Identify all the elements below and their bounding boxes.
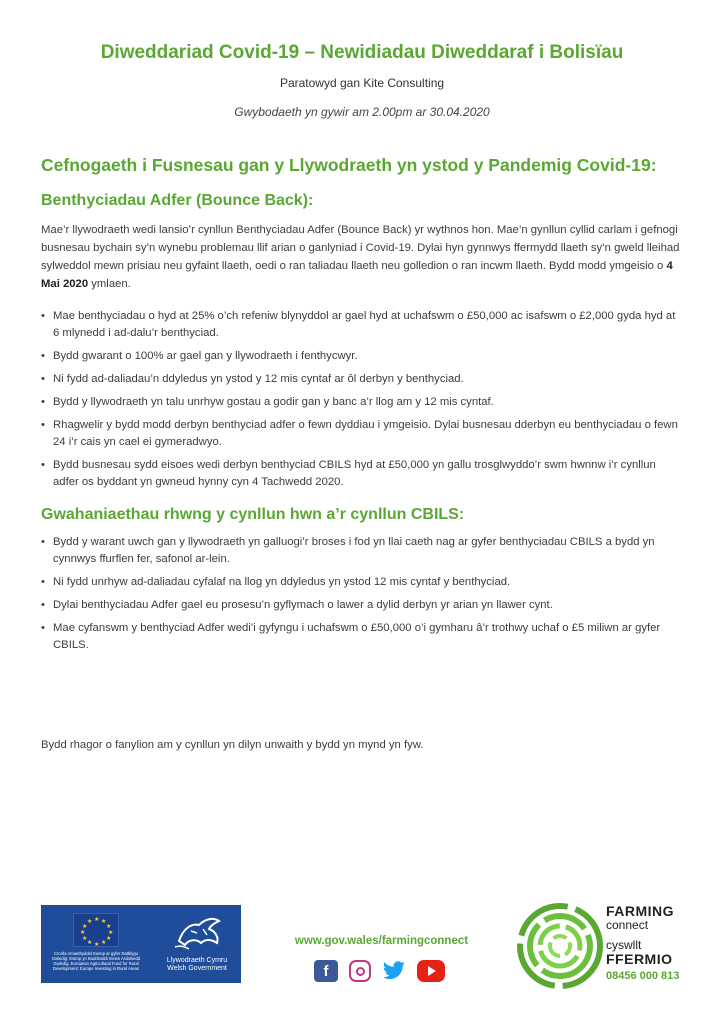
intro-paragraph bbox=[41, 221, 681, 293]
welsh-government-panel bbox=[151, 905, 241, 983]
eu-flag-icon: ★ ★ ★ ★ ★ ★ ★ ★ ★ ★ ★ ★ bbox=[73, 913, 119, 947]
welsh-government-cy: Llywodraeth Cymru bbox=[166, 957, 228, 964]
list-item: • Ni fydd ad-daliadau’n ddyledus yn ystod y 12 mis cyntaf ar ôl derbyn y benthyciad. bbox=[41, 371, 681, 388]
intro-text: Mae’r llywodraeth wedi lansio’r cynllun Benthyciadau Adfer (Bounce Back) yr wythnos hon. Mae’n gynllun cyllid carlam i gefnogi busnesau bychain sy’n wynebu problemau llif arian o ganlyniad i Covid-19. Dylai hyn gynnwys ffermydd llaeth sy’n gweld lleihad sylweddol mewn prisiau neu gyfaint llaeth, oedi o ran taliadau llaeth neu golledion o ran incwm llaeth. Bydd modd ymgeisio o bbox=[41, 224, 680, 272]
list-item: • Dylai benthyciadau Adfer gael eu prosesu’n gyflymach o lawer a dylid derbyn yr arian yn llawer cynt. bbox=[41, 597, 681, 614]
closing-note: Bydd rhagor o fanylion am y cynllun yn dilyn unwaith y bydd yn mynd yn fyw. bbox=[41, 739, 424, 751]
brand-ffermio: FFERMIO bbox=[606, 951, 673, 967]
main-content bbox=[41, 153, 681, 660]
differences-list bbox=[41, 534, 681, 654]
twitter-icon[interactable] bbox=[382, 960, 406, 982]
list-item: • Bydd busnesau sydd eisoes wedi derbyn benthyciad CBILS hyd at £50,000 yn gallu trosglwyddo’r swm hwnnw i’r cynllun adfer os byddant yn gwneud hynny cyn 4 Tachwedd 2020. bbox=[41, 457, 681, 491]
section-heading: Cefnogaeth i Fusnesau gan y Llywodraeth yn ystod y Pandemig Covid-19: bbox=[41, 155, 657, 175]
twitter-bird-shape bbox=[382, 961, 406, 981]
instagram-icon[interactable] bbox=[349, 960, 371, 982]
youtube-icon[interactable] bbox=[417, 960, 445, 982]
list-item: • Bydd gwarant o 100% ar gael gan y llywodraeth i fenthycwyr. bbox=[41, 348, 681, 365]
loan-features-list bbox=[41, 308, 681, 491]
date-note: Gwybodaeth yn gywir am 2.00pm ar 30.04.2020 bbox=[234, 105, 490, 119]
eu-logo-panel bbox=[41, 905, 151, 983]
brand-farming: FARMING bbox=[606, 903, 675, 919]
farming-connect-brand bbox=[606, 904, 716, 984]
document-subtitle: Paratowyd gan Kite Consulting bbox=[279, 76, 445, 90]
eu-welsh-government-logo bbox=[41, 905, 241, 983]
brand-cyswllt: cyswllt bbox=[606, 938, 642, 952]
website-link[interactable]: www.gov.wales/farmingconnect bbox=[294, 935, 469, 947]
list-item: • Ni fydd unrhyw ad-daliadau cyfalaf na llog yn ddyledus yn ystod 12 mis cyntaf y benthyciad. bbox=[41, 574, 681, 591]
document-title: Diweddariad Covid-19 – Newidiadau Diweddaraf i Bolisïau bbox=[100, 42, 624, 63]
eu-fund-text: Cronfa Amaethyddol Ewrop ar gyfer Datblygu Gwledig: Ewrop yn Buddsoddi mewn Ardaloedd Gwledig. European Agricultural Fund for Rural Development: Europe Investing in Rural Areas bbox=[51, 951, 141, 971]
welsh-government-en: Welsh Government bbox=[167, 965, 227, 972]
list-item: • Mae cyfanswm y benthyciad Adfer wedi’i gyfyngu i uchafswm o £50,000 o’i gymharu â’r trothwy uchaf o £5 miliwn ar gyfer CBILS. bbox=[41, 620, 681, 654]
social-icons bbox=[314, 960, 445, 982]
intro-text-end: ymlaen. bbox=[88, 278, 131, 290]
list-item: • Mae benthyciadau o hyd at 25% o’ch refeniw blynyddol ar gael hyd at uchafswm o £50,000 ac isafswm o £2,000 gyda hyd at 6 mlynedd i ad-dalu’r benthyciad. bbox=[41, 308, 681, 342]
welsh-dragon-icon bbox=[171, 911, 226, 951]
phone-number[interactable]: 08456 000 813 bbox=[606, 970, 680, 982]
list-item: • Bydd y warant uwch gan y llywodraeth yn galluogi’r broses i fod yn llai caeth nag ar gyfer benthyciadau CBILS a bydd yn cynnwys ffurflen fer, safonol ar-lein. bbox=[41, 534, 681, 568]
list-item: • Bydd y llywodraeth yn talu unrhyw gostau a godir gan y banc a’r llog am y 12 mis cyntaf. bbox=[41, 394, 681, 411]
facebook-icon[interactable]: f bbox=[314, 960, 338, 982]
farming-connect-logo-icon bbox=[514, 900, 606, 992]
welsh-government-name bbox=[157, 957, 237, 973]
bounce-back-heading: Benthyciadau Adfer (Bounce Back): bbox=[41, 192, 314, 209]
intro-date: 4 Mai 2020 bbox=[41, 260, 673, 290]
list-item: • Rhagwelir y bydd modd derbyn benthyciad adfer o fewn dyddiau i ymgeisio. Dylai busnesau dderbyn eu benthyciadau o fewn 24 i’r cais yn cael ei gymeradwyo. bbox=[41, 417, 681, 451]
differences-heading: Gwahaniaethau rhwng y cynllun hwn a’r cynllun CBILS: bbox=[41, 506, 465, 523]
brand-connect: connect bbox=[606, 918, 649, 932]
